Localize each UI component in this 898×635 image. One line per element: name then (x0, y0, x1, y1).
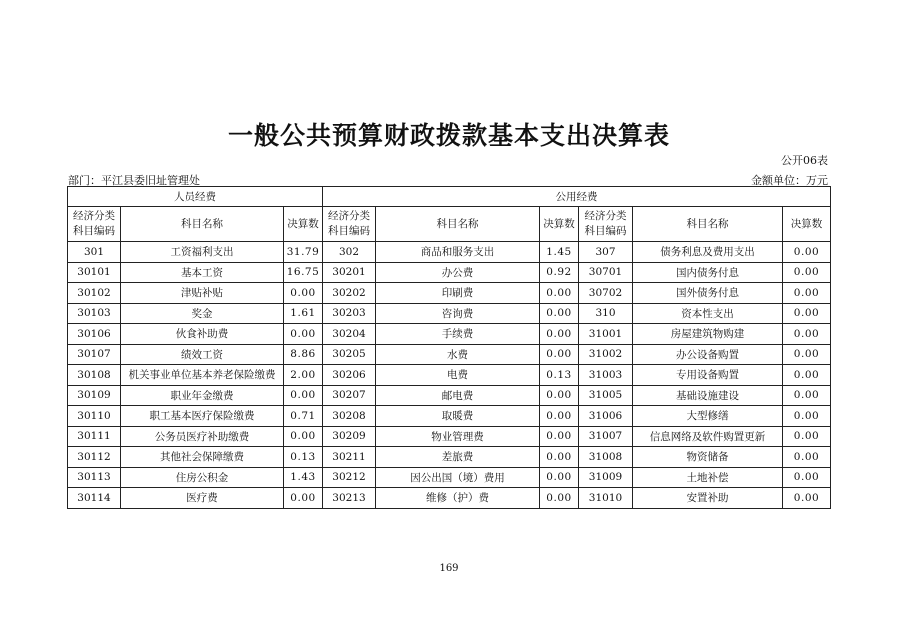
cell-code: 30206 (323, 365, 376, 386)
cell-code: 301 (68, 242, 121, 263)
cell-amount: 0.00 (540, 447, 579, 468)
cell-code: 30202 (323, 283, 376, 304)
cell-amount: 0.00 (783, 344, 831, 365)
col-code-header: 经济分类科目编码 (579, 207, 633, 242)
cell-code: 30208 (323, 406, 376, 427)
cell-code: 30204 (323, 324, 376, 345)
cell-amount: 0.00 (284, 426, 323, 447)
cell-code: 31008 (579, 447, 633, 468)
cell-code: 30110 (68, 406, 121, 427)
cell-name: 国外债务付息 (633, 283, 783, 304)
col-amount-header: 决算数 (783, 207, 831, 242)
cell-name: 水费 (376, 344, 540, 365)
cell-code: 30201 (323, 262, 376, 283)
table-row (68, 426, 831, 447)
cell-name: 基础设施建设 (633, 385, 783, 406)
cell-name: 安置补助 (633, 488, 783, 509)
cell-amount: 0.00 (783, 467, 831, 488)
cell-amount: 0.00 (284, 385, 323, 406)
cell-amount: 0.00 (783, 242, 831, 263)
cell-amount: 0.00 (783, 447, 831, 468)
cell-amount: 0.00 (540, 406, 579, 427)
cell-amount: 0.00 (284, 283, 323, 304)
cell-amount: 0.00 (783, 488, 831, 509)
cell-amount: 0.00 (783, 426, 831, 447)
cell-name: 医疗费 (121, 488, 284, 509)
cell-code: 302 (323, 242, 376, 263)
cell-code: 30207 (323, 385, 376, 406)
cell-code: 30114 (68, 488, 121, 509)
cell-code: 30107 (68, 344, 121, 365)
cell-name: 办公设备购置 (633, 344, 783, 365)
cell-name: 办公费 (376, 262, 540, 283)
cell-code: 31002 (579, 344, 633, 365)
cell-amount: 0.00 (540, 385, 579, 406)
col-name-header: 科目名称 (633, 207, 783, 242)
table-row (68, 488, 831, 509)
cell-code: 30102 (68, 283, 121, 304)
cell-code: 30205 (323, 344, 376, 365)
cell-code: 31003 (579, 365, 633, 386)
cell-code: 30111 (68, 426, 121, 447)
department-label: 部门：平江县委旧址管理处 (68, 174, 200, 187)
col-code-header: 经济分类科目编码 (68, 207, 121, 242)
cell-code: 31009 (579, 467, 633, 488)
cell-name: 信息网络及软件购置更新 (633, 426, 783, 447)
cell-amount: 31.79 (284, 242, 323, 263)
cell-amount: 0.00 (783, 385, 831, 406)
cell-code: 30106 (68, 324, 121, 345)
cell-name: 债务利息及费用支出 (633, 242, 783, 263)
table-row (68, 447, 831, 468)
cell-amount: 1.45 (540, 242, 579, 263)
table-row (68, 242, 831, 263)
cell-amount: 0.00 (540, 426, 579, 447)
col-amount-header: 决算数 (284, 207, 323, 242)
table-row (68, 467, 831, 488)
group-public: 公用经费 (323, 187, 831, 207)
table-row (68, 283, 831, 304)
page-title: 一般公共预算财政拨款基本支出决算表 (227, 121, 670, 150)
cell-amount: 2.00 (284, 365, 323, 386)
table-row (68, 365, 831, 386)
cell-name: 职工基本医疗保险缴费 (121, 406, 284, 427)
cell-name: 绩效工资 (121, 344, 284, 365)
cell-amount: 0.00 (540, 467, 579, 488)
table-row (68, 385, 831, 406)
cell-amount: 0.00 (284, 488, 323, 509)
table-row (68, 262, 831, 283)
cell-name: 差旅费 (376, 447, 540, 468)
cell-code: 31006 (579, 406, 633, 427)
cell-amount: 0.00 (284, 324, 323, 345)
cell-name: 物资储备 (633, 447, 783, 468)
cell-amount: 0.13 (540, 365, 579, 386)
unit-label: 金额单位：万元 (751, 174, 828, 187)
cell-amount: 0.00 (540, 324, 579, 345)
cell-code: 31010 (579, 488, 633, 509)
cell-code: 31007 (579, 426, 633, 447)
cell-name: 物业管理费 (376, 426, 540, 447)
expenditure-table (67, 186, 831, 509)
cell-name: 津贴补贴 (121, 283, 284, 304)
cell-code: 30109 (68, 385, 121, 406)
col-amount-header: 决算数 (540, 207, 579, 242)
cell-code: 310 (579, 303, 633, 324)
cell-code: 30701 (579, 262, 633, 283)
cell-code: 30212 (323, 467, 376, 488)
cell-amount: 0.00 (540, 344, 579, 365)
cell-amount: 8.86 (284, 344, 323, 365)
cell-name: 电费 (376, 365, 540, 386)
cell-code: 30113 (68, 467, 121, 488)
cell-amount: 0.00 (540, 488, 579, 509)
cell-name: 机关事业单位基本养老保险缴费 (121, 365, 284, 386)
cell-amount: 0.00 (783, 406, 831, 427)
cell-code: 30702 (579, 283, 633, 304)
cell-name: 取暖费 (376, 406, 540, 427)
cell-amount: 16.75 (284, 262, 323, 283)
cell-amount: 1.43 (284, 467, 323, 488)
cell-amount: 0.00 (783, 303, 831, 324)
cell-code: 30209 (323, 426, 376, 447)
group-personnel: 人员经费 (68, 187, 323, 207)
cell-name: 国内债务付息 (633, 262, 783, 283)
cell-amount: 0.00 (540, 303, 579, 324)
cell-name: 伙食补助费 (121, 324, 284, 345)
cell-name: 资本性支出 (633, 303, 783, 324)
cell-code: 30211 (323, 447, 376, 468)
cell-amount: 0.92 (540, 262, 579, 283)
cell-code: 307 (579, 242, 633, 263)
cell-name: 奖金 (121, 303, 284, 324)
cell-name: 公务员医疗补助缴费 (121, 426, 284, 447)
cell-code: 30203 (323, 303, 376, 324)
cell-amount: 0.00 (783, 262, 831, 283)
cell-name: 其他社会保障缴费 (121, 447, 284, 468)
cell-amount: 0.71 (284, 406, 323, 427)
cell-amount: 0.00 (540, 283, 579, 304)
cell-name: 职业年金缴费 (121, 385, 284, 406)
cell-name: 基本工资 (121, 262, 284, 283)
cell-name: 因公出国（境）费用 (376, 467, 540, 488)
cell-name: 商品和服务支出 (376, 242, 540, 263)
cell-name: 大型修缮 (633, 406, 783, 427)
cell-code: 30112 (68, 447, 121, 468)
table-row (68, 303, 831, 324)
cell-name: 工资福利支出 (121, 242, 284, 263)
cell-name: 邮电费 (376, 385, 540, 406)
table-row (68, 406, 831, 427)
cell-name: 住房公积金 (121, 467, 284, 488)
table-row (68, 324, 831, 345)
cell-name: 咨询费 (376, 303, 540, 324)
cell-amount: 0.00 (783, 283, 831, 304)
col-code-header: 经济分类科目编码 (323, 207, 376, 242)
cell-code: 30101 (68, 262, 121, 283)
cell-name: 印刷费 (376, 283, 540, 304)
cell-name: 手续费 (376, 324, 540, 345)
col-name-header: 科目名称 (121, 207, 284, 242)
cell-name: 维修（护）费 (376, 488, 540, 509)
cell-code: 30103 (68, 303, 121, 324)
cell-code: 31005 (579, 385, 633, 406)
group-header-row (68, 187, 831, 207)
cell-name: 专用设备购置 (633, 365, 783, 386)
table-row (68, 344, 831, 365)
col-name-header: 科目名称 (376, 207, 540, 242)
cell-amount: 0.00 (783, 324, 831, 345)
form-number: 公开06表 (781, 154, 828, 167)
cell-code: 30108 (68, 365, 121, 386)
cell-code: 30213 (323, 488, 376, 509)
cell-amount: 0.13 (284, 447, 323, 468)
column-header-row (68, 207, 831, 242)
page-number: 169 (439, 563, 459, 574)
cell-amount: 0.00 (783, 365, 831, 386)
cell-name: 房屋建筑物购建 (633, 324, 783, 345)
cell-name: 土地补偿 (633, 467, 783, 488)
cell-code: 31001 (579, 324, 633, 345)
cell-amount: 1.61 (284, 303, 323, 324)
